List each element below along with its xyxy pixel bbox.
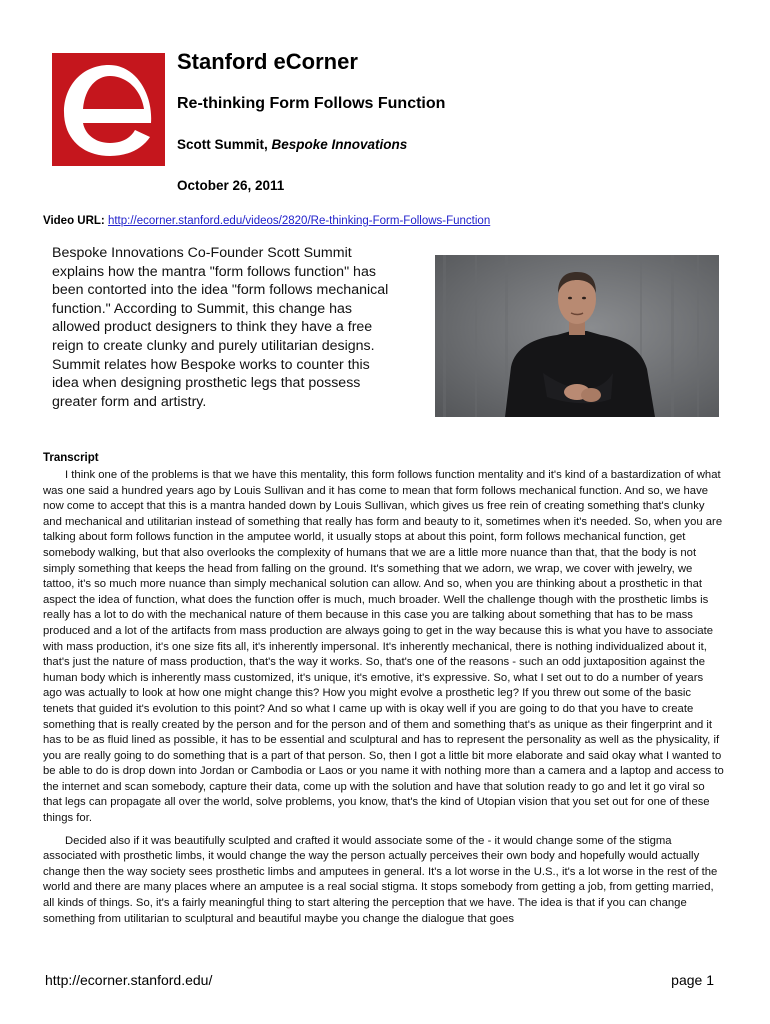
speaker-photo-image <box>435 255 719 417</box>
video-url-link[interactable]: http://ecorner.stanford.edu/videos/2820/Re-thinking-Form-Follows-Function <box>107 215 491 227</box>
speaker-name: Scott Summit, <box>177 137 268 152</box>
transcript-body <box>43 468 724 934</box>
speaker-organization: Bespoke Innovations <box>271 137 408 152</box>
transcript-paragraph: I think one of the problems is that we have this mentality, this form follows function mentality and it's kind of a bastardization of what was one said a hundred years ago by Louis Sullivan and it has come to mean that form follows mechanical function. And so, we have now come to accept that this is a mantra handed down by Louis Sullivan, which gives us free rein of creating something that's clunky and mechanical and utilitarian instead of something that really has form and beauty to it, sometimes when it's needed. So, when you are talking about form follows function in the amputee world, it usually stops at about this point, form follows mechanical function, get somebody walking, but that also overlooks the complexity of humans that we are a little more nuance than that, that the body is not simply something that keeps the head from falling on the ground. It's something that we adorn, we wrap, we cover with jewelry, we tattoo, it's so much more nuance than simply mechanical solution can allow. And so, when you are thinking about a prosthetic in that aspect the idea of function, what does the function offer is much, much broader. Well the challenge though with the prosthetic limbs is really has a lot to do with the mechanical nature of them because in this case you are talking about something that has to be mass produced and a lot of the artifacts from mass production are always going to get in the way because this is what you have to associate with mass production, it's one size fits all, it's inherently impersonal. It's inherently mechanical, there is nothing individualized about it, that's just the nature of mass production, that's the way it works. So, that's one of the reasons - such an odd juxtaposition against the human body which is inherently mass customized, it's unique, it's emotive, it's expressive. So, what I set out to do a number of years ago was actually to look at how one might change this? How you might evolve a prosthetic leg? If you threw out some of the basic tenets that guided it's evolution to this point? And so what I came up with is okay well if you are going to do that you have to create something that is really created by the person and for the person and of them and something that's as unique as their fingerprint and it has to be as fluid lined as possible, it has to be essential and sculptural and has to represent the personality as well as the physicality, if you are really going to do something that is a part of that person. So, then I got a little bit more elaborate and said okay what I wanted to be able to do is drop down into Jordan or Cambodia or Laos or you name it with nothing more than a camera and a laptop and access to the internet and scan somebody, capture their data, come up with the solution and have that solution ready to go and let it go viral so that legs can propagate all over the world, solve problems, you know, that's the kind of Utopian vision that you set out for one of these things for. <box>43 469 724 825</box>
footer-url[interactable]: http://ecorner.stanford.edu/ <box>45 972 213 988</box>
ecorner-logo <box>52 53 165 166</box>
page-number: page 1 <box>671 972 714 988</box>
page-title: Stanford eCorner <box>177 49 358 74</box>
talk-summary: Bespoke Innovations Co-Founder Scott Summit explains how the mantra "form follows function" has been contorted into the idea "form follows mechanical function." According to Summit, this change has allowed product designers to think they have a free reign to create clunky and purely utilitarian designs. Summit relates how Bespoke works to counter this idea when designing prosthetic legs that possess greater form and artistry. <box>52 245 389 410</box>
speaker-video-still[interactable] <box>435 255 719 417</box>
speaker-line <box>177 137 407 152</box>
ecorner-e-mark <box>52 53 165 166</box>
transcript-heading: Transcript <box>43 452 99 464</box>
talk-date: October 26, 2011 <box>177 178 285 193</box>
talk-title: Re-thinking Form Follows Function <box>177 95 446 112</box>
video-url-label: Video URL: <box>43 215 105 227</box>
transcript-paragraph: Decided also if it was beautifully sculpted and crafted it would associate some of the - it would change some of the stigma associated with prosthetic limbs, it would change the way the person actually perceives their own body and hopefully would actually change then the way society sees prosthetic limbs and amputees in general. It's a lot worse in the U.S., it's a lot worse in the rest of the world and there are many places where an amputee is a real social stigma. It stops somebody from getting a job, from getting married, all kinds of things. So, it's a fairly meaningful thing to start altering the perception that we have. The idea is that if you can change something from utilitarian to sculptural and beautiful maybe you change the dialogue that goes <box>43 834 718 925</box>
video-url-line <box>43 215 490 227</box>
